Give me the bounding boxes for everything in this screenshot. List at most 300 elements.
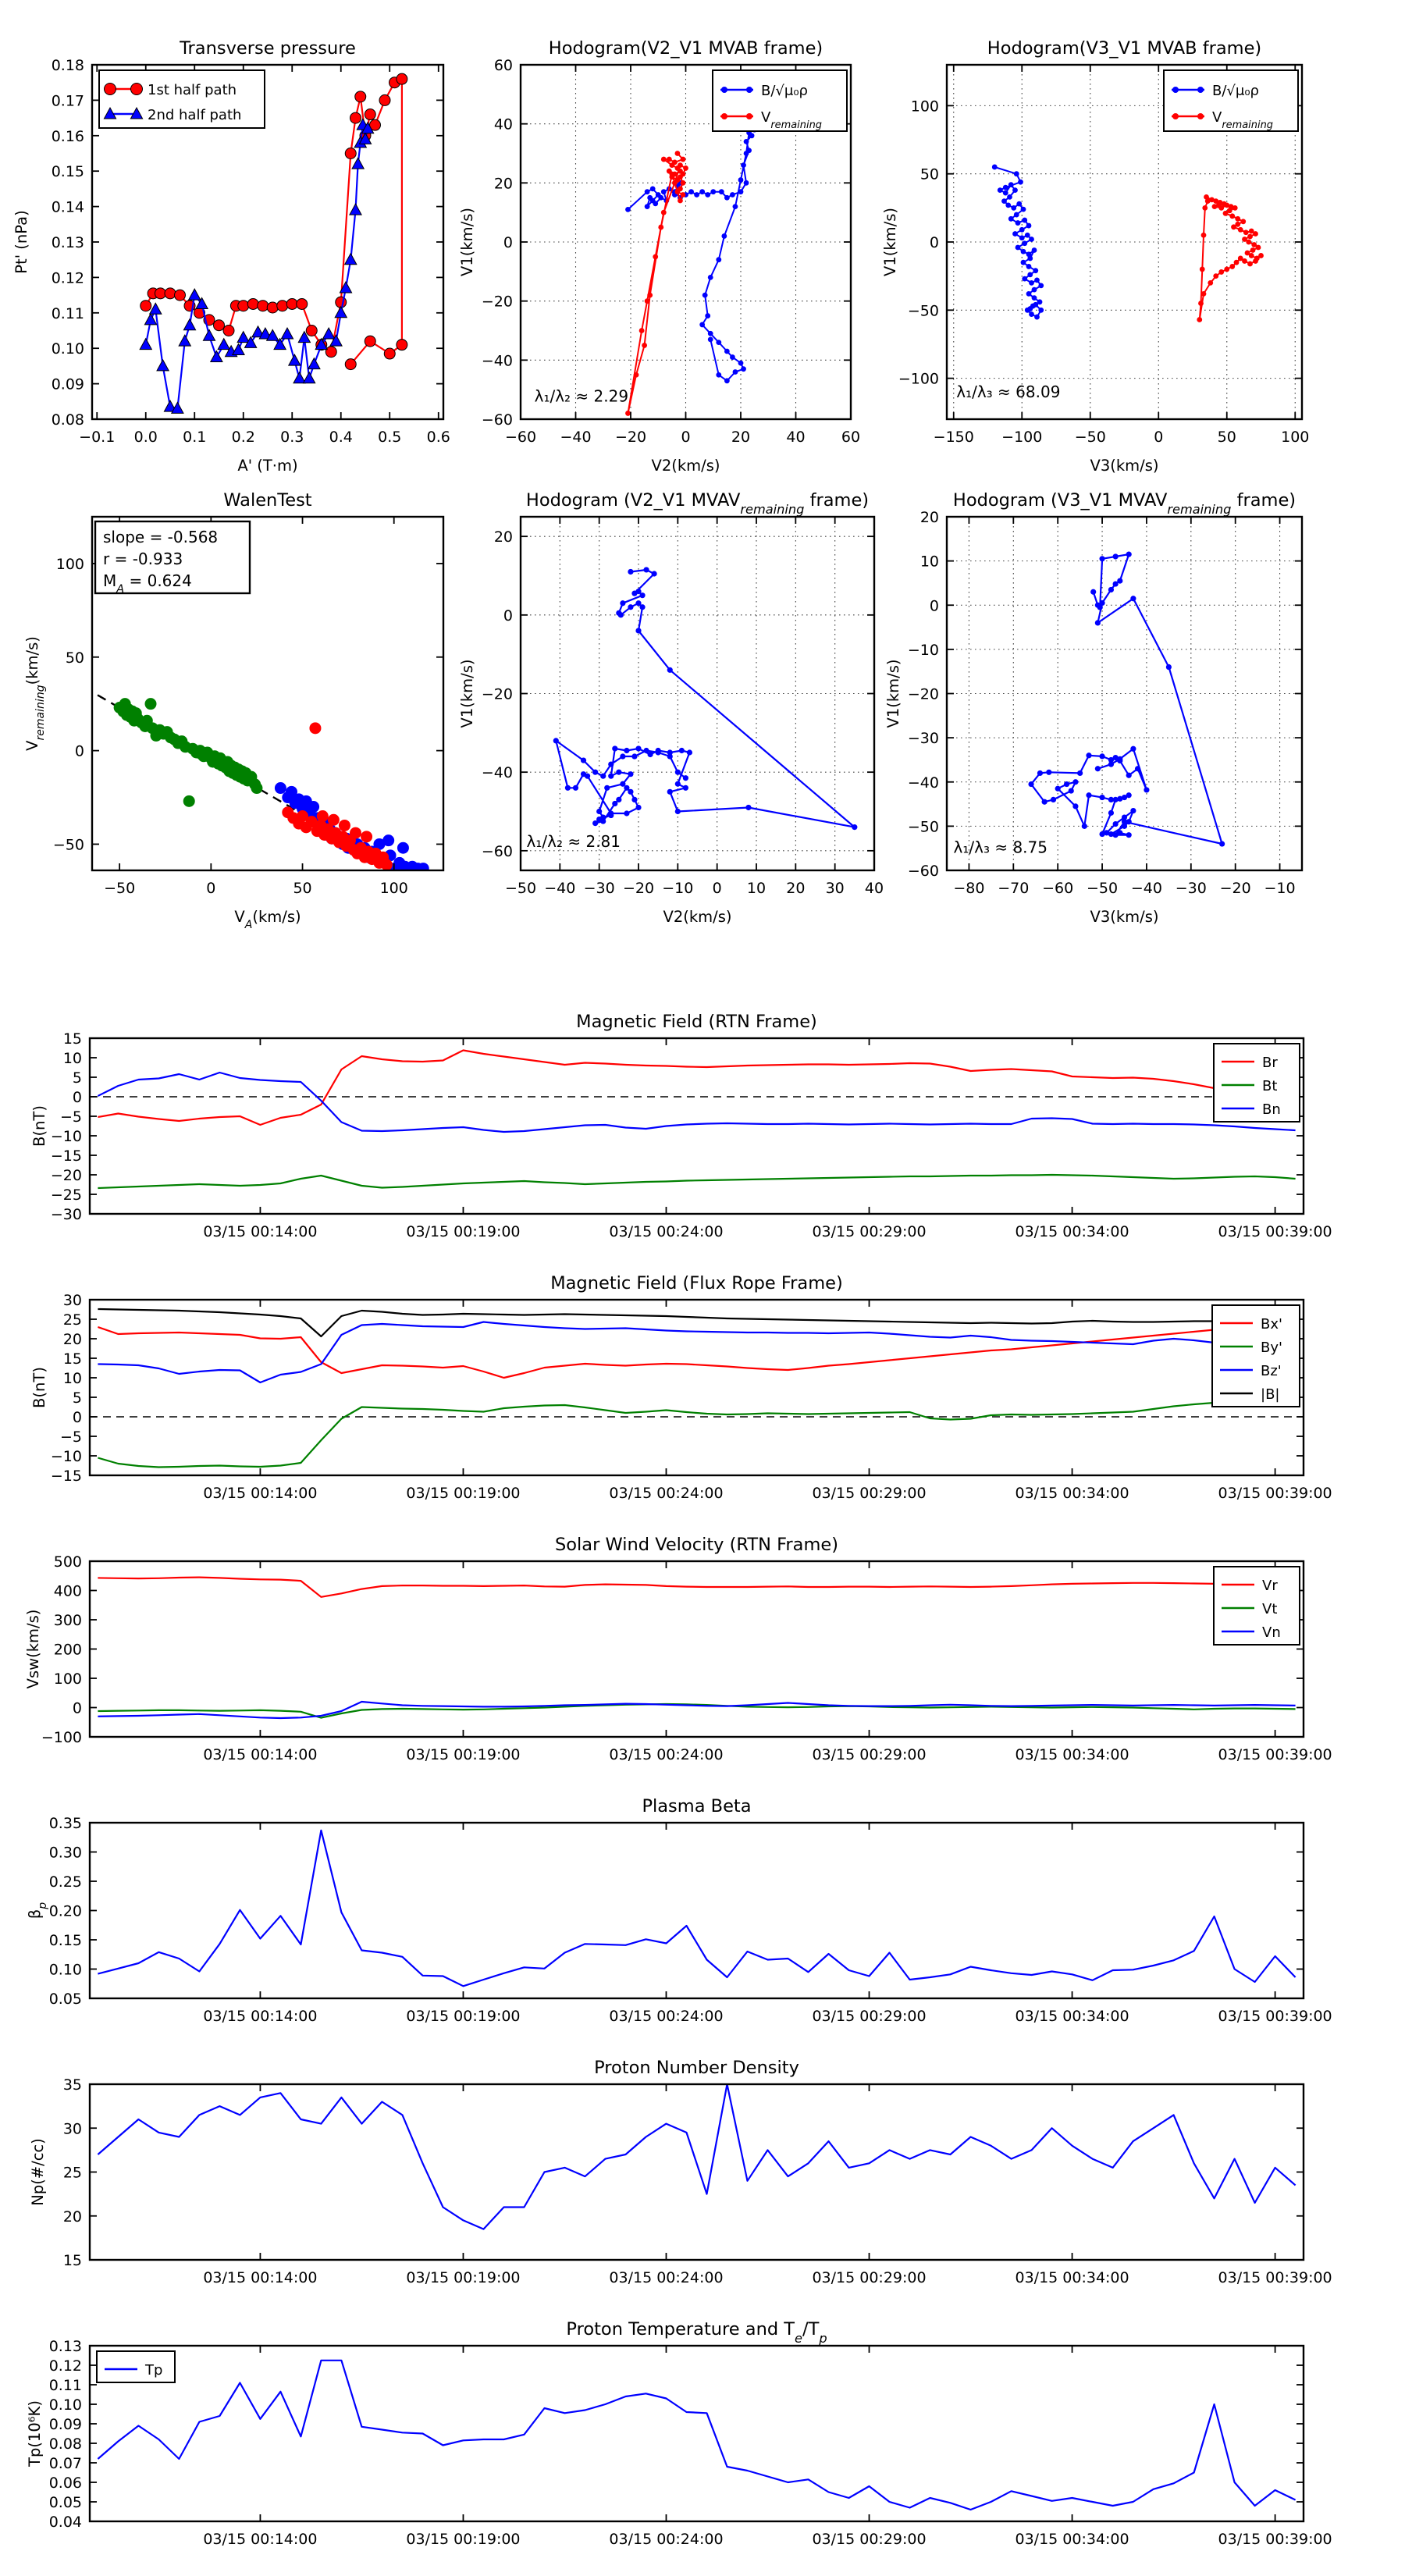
stats-line: slope = -0.568 [103,528,219,546]
triangle-marker [308,358,320,369]
y-tick-label: 0.06 [48,2475,82,2492]
point-marker [683,165,688,171]
point-marker [1003,190,1008,196]
point-marker [328,814,340,826]
x-tick-label: 03/15 00:29:00 [812,1746,927,1763]
point-marker [1086,792,1091,798]
point-marker [721,87,727,93]
y-tick-label: 0.13 [51,234,84,251]
chart-title: Magnetic Field (Flux Rope Frame) [550,1273,843,1293]
x-tick-label: 03/15 00:39:00 [1218,2008,1332,2025]
point-marker [1012,231,1018,237]
point-marker [145,698,157,710]
point-marker [592,770,598,775]
chart-title: Plasma Beta [642,1796,752,1816]
point-marker [1197,317,1202,322]
x-tick-label: −30 [1175,880,1207,897]
point-marker [661,157,667,162]
point-marker [297,298,308,309]
x-tick-label: 03/15 00:29:00 [812,1223,927,1240]
y-tick-label: 10 [919,553,939,571]
point-marker [1022,240,1027,246]
point-marker [998,187,1003,193]
y-tick-label: 0 [74,742,84,760]
point-marker [681,180,686,186]
point-marker [1135,766,1140,771]
x-tick-label: 0.1 [183,429,207,446]
y-tick-label: 0.30 [48,1844,82,1862]
plot-area [98,1831,1295,1987]
point-marker [1200,267,1205,272]
x-tick-label: 03/15 00:24:00 [609,2008,724,2025]
point-marker [1201,233,1207,238]
point-marker [616,797,621,802]
triangle-marker [281,328,293,339]
y-tick-label: 25 [62,1311,82,1329]
point-marker [661,210,667,215]
stats-line: $M_A = 0.624$ [103,571,192,596]
x-tick-label: 03/15 00:19:00 [406,2269,521,2286]
y-tick-label: 30 [62,2120,82,2138]
point-marker [1113,553,1119,559]
legend-label: |B| [1261,1386,1280,1403]
x-tick-label: 20 [786,880,806,897]
stats-box [95,521,250,596]
legend [1214,1567,1300,1645]
point-marker [1005,202,1011,208]
chart-hodogram-v2v1-mvav [458,490,884,926]
x-tick-label: −20 [1219,880,1251,897]
x-axis-label: V2(km/s) [663,908,732,926]
y-tick-label: −40 [907,774,939,792]
y-tick-label: 0.14 [51,198,84,216]
point-marker [661,189,667,194]
point-marker [277,301,288,311]
point-marker [738,177,744,183]
series-markers-first-interval [114,698,263,807]
point-marker [592,820,598,826]
point-marker [350,827,361,839]
point-marker [710,189,716,194]
point-marker [1026,264,1032,269]
x-tick-label: 10 [746,880,767,897]
point-marker [687,749,692,755]
point-marker [1099,753,1104,759]
legend-label: 2nd half path [148,107,242,123]
x-tick-label: −60 [504,429,537,446]
series-Vr [98,1578,1295,1597]
y-tick-label: 100 [910,98,939,116]
legend-label: Bt [1262,1078,1278,1094]
point-marker [247,298,258,309]
point-marker [1108,587,1114,592]
y-tick-label: 50 [919,165,939,183]
point-marker [733,369,738,375]
point-marker [381,859,393,870]
x-tick-label: −10 [662,880,694,897]
y-axis-label: Tp(10⁶K) [26,2400,44,2467]
point-marker [1108,762,1114,767]
y-tick-label: 0 [503,607,513,624]
point-marker [1033,302,1038,308]
y-tick-label: 20 [62,1331,82,1348]
legend-label: Bx' [1261,1316,1282,1332]
y-tick-label: 20 [919,509,939,526]
y-tick-label: −20 [50,1167,82,1184]
point-marker [708,275,713,280]
point-marker [667,157,672,162]
point-marker [658,225,663,230]
triangle-marker [335,307,347,318]
point-marker [746,87,752,93]
x-tick-label: 03/15 00:34:00 [1015,2008,1129,2025]
triangle-marker [140,339,151,350]
x-tick-label: 100 [1281,429,1310,446]
point-marker [1082,824,1087,829]
point-marker [608,810,614,816]
series-Bx' [98,1327,1295,1378]
y-tick-label: −50 [52,836,84,854]
point-marker [741,366,746,372]
point-marker [675,151,681,156]
x-tick-label: 03/15 00:14:00 [203,1485,318,1502]
point-marker [699,322,705,328]
plot-area [98,1578,1295,1718]
x-tick-label: 03/15 00:39:00 [1218,1485,1332,1502]
point-marker [744,180,749,186]
y-tick-label: 0.08 [48,2435,82,2453]
y-tick-label: 0 [72,1409,82,1426]
series-markers-V-hodogram [625,151,688,416]
point-marker [1253,231,1258,237]
point-marker [1027,306,1033,311]
series-By' [98,1396,1295,1468]
point-marker [1130,808,1136,813]
y-tick-label: 100 [53,1670,82,1688]
y-tick-label: 0.10 [48,2396,82,2414]
x-tick-label: 03/15 00:24:00 [609,1746,724,1763]
y-tick-label: 5 [72,1389,82,1407]
point-marker [705,192,710,197]
point-marker [1021,207,1026,212]
point-marker [683,785,688,791]
point-marker [618,612,624,617]
chart-title: Hodogram(V2_V1 MVAB frame) [548,38,823,59]
y-tick-label: −10 [50,1128,82,1145]
x-tick-label: 0.0 [133,429,158,446]
point-marker [1016,245,1021,251]
point-marker [628,569,633,575]
x-tick-label: 03/15 00:24:00 [609,2269,724,2286]
x-tick-label: 03/15 00:29:00 [812,2008,927,2025]
point-marker [1099,831,1104,837]
point-marker [1144,787,1149,792]
point-marker [1201,291,1207,297]
legend-label: Tp [145,2362,163,2379]
point-marker [1126,552,1132,557]
point-marker [1051,797,1056,802]
point-marker [1027,256,1033,262]
point-marker [365,109,375,120]
chart-walen-test [23,490,443,931]
point-marker [1224,267,1229,272]
y-tick-label: 20 [493,175,513,193]
point-marker [1234,260,1240,265]
y-tick-label: 0.25 [48,1873,82,1891]
chart-title: Magnetic Field (RTN Frame) [576,1012,817,1032]
triangle-marker [323,328,335,339]
y-tick-label: 0.15 [51,163,84,181]
x-tick-label: 0 [206,880,216,897]
point-marker [669,162,674,168]
x-tick-label: 0.4 [329,429,353,446]
chart-title: Proton Number Density [594,2058,799,2078]
legend [1212,1305,1300,1407]
point-marker [852,824,857,830]
y-tick-label: 0.17 [51,92,84,110]
point-marker [1095,620,1101,625]
point-marker [1014,171,1019,176]
point-marker [1126,819,1132,824]
point-marker [1218,205,1224,211]
point-marker [628,771,633,777]
point-marker [1108,810,1114,816]
chart-title: Proton Temperature and $T_e/T_p$ [566,2319,827,2346]
point-marker [1197,87,1204,93]
point-marker [620,600,625,606]
x-tick-label: 03/15 00:39:00 [1218,2269,1332,2286]
point-marker [678,162,683,168]
point-marker [1095,766,1101,771]
point-marker [1046,770,1051,775]
point-marker [667,753,673,759]
x-tick-label: −50 [104,880,136,897]
y-axis-label: V1(km/s) [884,659,902,728]
point-marker [741,162,746,168]
point-marker [1032,287,1037,293]
triangle-marker [179,335,190,346]
triangle-marker [304,372,315,383]
point-marker [724,378,730,383]
x-tick-label: −50 [1074,429,1106,446]
x-tick-label: −70 [998,880,1030,897]
y-tick-label: 100 [55,555,84,573]
y-tick-label: 0.10 [51,340,84,358]
point-marker [286,298,297,309]
point-marker [631,753,637,759]
y-tick-label: 0.12 [48,2357,82,2375]
y-tick-label: 0.08 [51,411,84,429]
point-marker [397,842,409,854]
point-marker [639,592,645,598]
point-marker [624,748,629,753]
point-marker [642,343,647,348]
point-marker [645,204,650,209]
x-axis-label: $V_A(km/s)$ [234,908,301,931]
chart-hodogram-v3v1-mvav [884,490,1302,926]
point-marker [658,195,663,201]
x-tick-label: −30 [583,880,615,897]
legend-label: $V_{remaining}$ [761,109,823,131]
x-axis-label: V3(km/s) [1090,457,1159,475]
point-marker [140,301,151,311]
point-marker [635,805,641,810]
point-marker [628,604,633,610]
axes-frame [90,1823,1304,1998]
point-marker [397,340,407,350]
x-tick-label: 03/15 00:14:00 [203,1746,318,1763]
point-marker [1232,205,1238,211]
point-marker [681,192,686,197]
stats-line: r = -0.933 [103,550,183,568]
x-tick-label: −40 [560,429,592,446]
plot-area [90,1051,1304,1189]
series-Bz' [98,1322,1295,1383]
point-marker [1001,198,1007,204]
x-tick-label: 0.6 [426,429,450,446]
point-marker [639,604,645,610]
point-marker [688,189,694,194]
point-marker [1021,249,1026,254]
x-tick-label: 0 [712,880,722,897]
point-marker [1235,216,1240,222]
point-marker [719,189,724,194]
point-marker [669,172,674,177]
point-marker [309,722,321,734]
y-tick-label: 0.15 [48,1932,82,1949]
point-marker [1198,301,1204,306]
point-marker [647,293,653,298]
axes-frame [90,2346,1304,2521]
triangle-marker [293,372,305,383]
chart-title: Solar Wind Velocity (RTN Frame) [555,1535,838,1555]
point-marker [705,313,710,318]
point-marker [650,187,656,192]
point-marker [620,753,625,759]
point-marker [1258,253,1264,258]
point-marker [1019,235,1025,240]
point-marker [1250,247,1256,253]
point-marker [730,354,735,360]
triangle-marker [352,158,364,169]
point-marker [1029,311,1034,317]
x-tick-label: −50 [1087,880,1119,897]
triangle-marker [350,204,361,215]
point-marker [1055,786,1061,792]
point-marker [624,810,629,816]
point-marker [1240,219,1246,224]
chart-transverse-pressure [12,38,450,475]
point-marker [1022,276,1027,282]
y-tick-label: 0.09 [48,2416,82,2433]
point-marker [1218,269,1224,275]
point-marker [361,831,372,842]
x-tick-label: 03/15 00:34:00 [1015,1223,1129,1240]
y-axis-label: B(nT) [30,1367,48,1408]
point-marker [634,372,639,378]
chart-solar-wind-velocity [24,1535,1332,1763]
y-tick-label: −30 [50,1206,82,1223]
triangle-marker [237,332,249,343]
point-marker [1247,262,1253,267]
point-marker [678,198,683,204]
y-tick-label: 0.35 [48,1815,82,1832]
point-marker [1117,756,1122,762]
y-tick-label: −5 [59,1429,82,1446]
point-marker [679,748,685,753]
x-tick-label: 0 [1154,429,1164,446]
point-marker [716,372,721,378]
chart-title: Transverse pressure [180,38,356,59]
triangle-marker [144,314,156,325]
point-marker [647,195,653,201]
y-tick-label: 0 [503,234,513,251]
triangle-marker [189,289,201,300]
y-tick-label: 400 [53,1582,82,1600]
point-marker [1202,205,1208,211]
point-marker [418,863,429,874]
x-tick-label: 03/15 00:29:00 [812,2269,927,2286]
point-marker [596,809,602,814]
y-tick-label: −50 [907,818,939,836]
point-marker [1246,240,1251,245]
point-marker [667,667,673,673]
x-tick-label: 50 [293,880,312,897]
chart-proton-number-density [29,2058,1332,2286]
y-axis-label: V1(km/s) [458,208,476,276]
legend [1164,70,1298,131]
y-tick-label: 0.12 [51,269,84,287]
y-tick-label: 20 [493,528,513,546]
point-marker [672,180,678,186]
legend-label: Vr [1262,1578,1278,1594]
y-tick-label: −60 [481,842,513,860]
y-tick-label: 15 [62,1350,82,1368]
series-markers-2nd half path [140,119,374,413]
point-marker [573,785,578,791]
x-tick-label: −60 [1042,880,1074,897]
point-marker [1034,277,1040,283]
x-tick-label: 03/15 00:34:00 [1015,1485,1129,1502]
x-tick-label: 40 [786,429,806,446]
x-tick-label: −50 [504,880,537,897]
point-marker [694,192,699,197]
point-marker [1099,795,1104,800]
x-tick-label: −40 [1130,880,1162,897]
y-tick-label: 0 [929,234,939,251]
point-marker [738,361,744,366]
point-marker [1021,260,1026,265]
point-marker [721,233,727,239]
y-tick-label: −30 [907,730,939,748]
y-tick-label: 0.11 [48,2377,82,2394]
triangle-marker [157,360,169,371]
y-tick-label: 40 [493,116,513,133]
axes-frame [90,2084,1304,2260]
point-marker [1126,792,1132,798]
triangle-marker [289,354,301,365]
axes-frame [90,1038,1304,1214]
legend [97,2351,175,2382]
point-marker [992,165,998,170]
point-marker [1034,315,1040,320]
point-marker [238,301,249,311]
legend-label: Vt [1262,1601,1278,1617]
point-marker [1213,273,1218,279]
chart-plasma-beta [26,1796,1332,2025]
point-marker [223,326,234,336]
x-tick-label: 30 [825,880,845,897]
